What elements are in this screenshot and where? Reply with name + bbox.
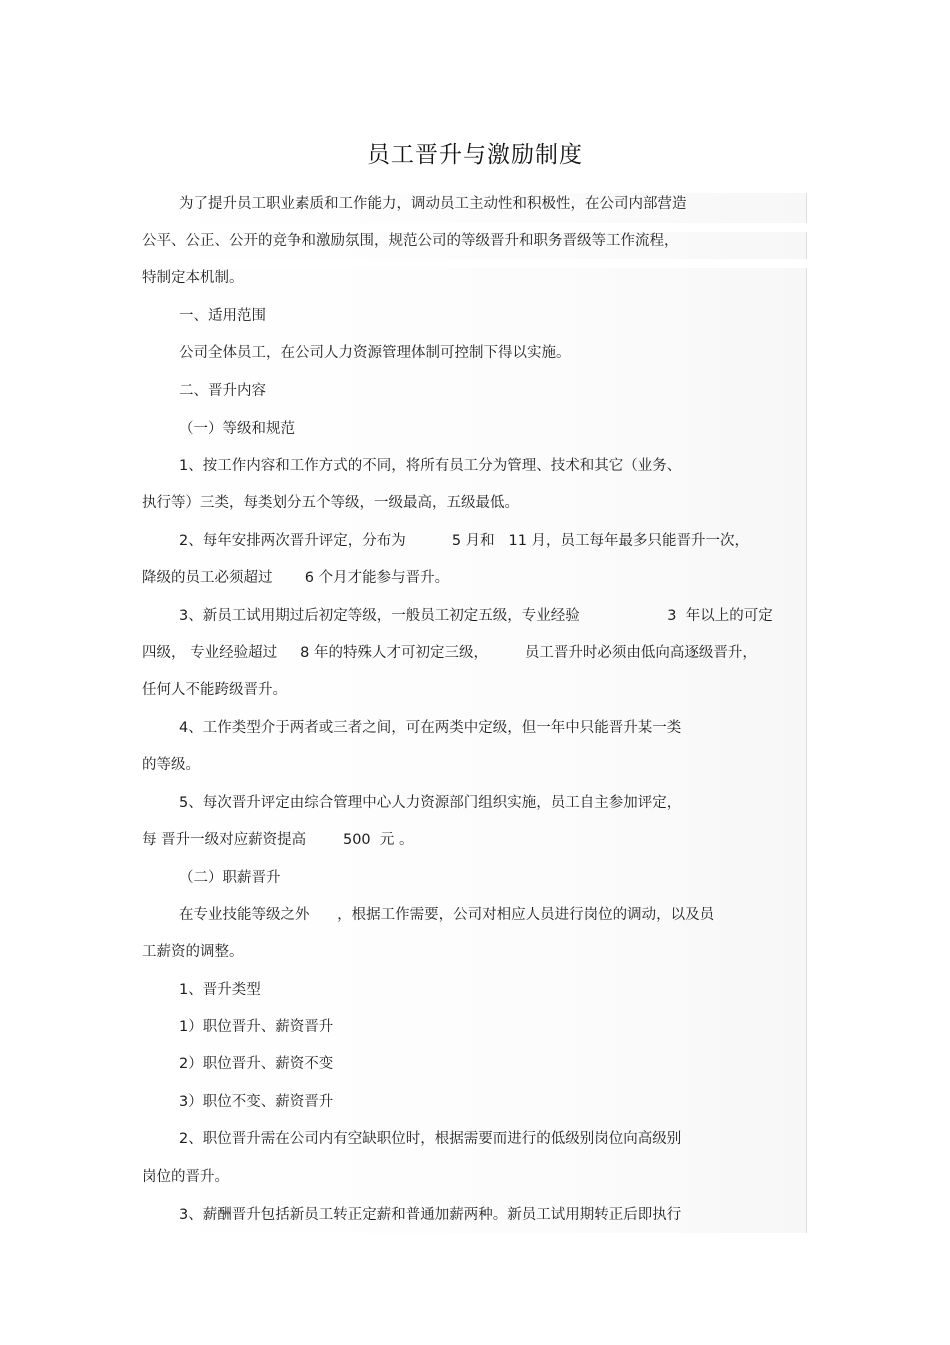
- subsection-heading: （二）职薪晋升: [179, 870, 281, 886]
- paragraph-line: 岗位的晋升。: [142, 1169, 229, 1185]
- paragraph-line: 的等级。: [142, 757, 200, 773]
- section-heading: 一、适用范围: [179, 308, 266, 324]
- paragraph-line: 任何人不能跨级晋升。: [142, 682, 287, 698]
- subsection-heading: （一）等级和规范: [179, 421, 295, 437]
- list-heading: 1、晋升类型: [179, 982, 261, 998]
- paragraph-line: 公平、公正、公开的竞争和激励氛围，规范公司的等级晋升和职务晋级等工作流程，: [142, 233, 679, 249]
- paragraph-line: 1、按工作内容和工作方式的不同，将所有员工分为管理、技术和其它（业务、: [179, 458, 682, 474]
- paragraph-line: 在专业技能等级之外 ，根据工作需要，公司对相应人员进行岗位的调动，以及员: [179, 907, 715, 923]
- paragraph-line: 特制定本机制。: [142, 270, 244, 286]
- paragraph-line: 4、工作类型介于两者或三者之间，可在两类中定级，但一年中只能晋升某一类: [179, 720, 682, 736]
- document-title: 员工晋升与激励制度: [367, 142, 583, 168]
- paragraph-line: 每 晋升一级对应薪资提高 500 元 。: [142, 832, 414, 848]
- paragraph-line: 执行等）三类，每类划分五个等级，一级最高，五级最低。: [142, 495, 519, 511]
- list-item: 1）职位晋升、薪资晋升: [179, 1019, 334, 1035]
- paragraph-line: 3、薪酬晋升包括新员工转正定薪和普通加薪两种。新员工试用期转正后即执行: [179, 1207, 682, 1223]
- paragraph-line: 降级的员工必须超过 6 个月才能参与晋升。: [142, 570, 450, 586]
- paragraph-line: 为了提升员工职业素质和工作能力，调动员工主动性和积极性，在公司内部营造: [179, 196, 687, 212]
- paragraph-line: 公司全体员工，在公司人力资源管理体制可控制下得以实施。: [179, 345, 571, 361]
- section-heading: 二、晋升内容: [179, 383, 266, 399]
- paragraph-line: 3、新员工试用期过后初定等级，一般员工初定五级，专业经验 3 年以上的可定: [179, 608, 773, 624]
- paragraph-line: 四级， 专业经验超过 8 年的特殊人才可初定三级， 员工晋升时必须由低向高逐级晋升，: [142, 645, 757, 661]
- list-item: 2）职位晋升、薪资不变: [179, 1056, 334, 1072]
- paragraph-line: 工薪资的调整。: [142, 944, 244, 960]
- paragraph-line: 2、职位晋升需在公司内有空缺职位时，根据需要而进行的低级别岗位向高级别: [179, 1131, 682, 1147]
- scan-band-gap: [142, 259, 807, 268]
- list-item: 3）职位不变、薪资晋升: [179, 1094, 334, 1110]
- paragraph-line: 2、每年安排两次晋升评定，分布为 5 月和 11 月，员工每年最多只能晋升一次，: [179, 533, 750, 549]
- paragraph-line: 5、每次晋升评定由综合管理中心人力资源部门组织实施，员工自主参加评定，: [179, 795, 682, 811]
